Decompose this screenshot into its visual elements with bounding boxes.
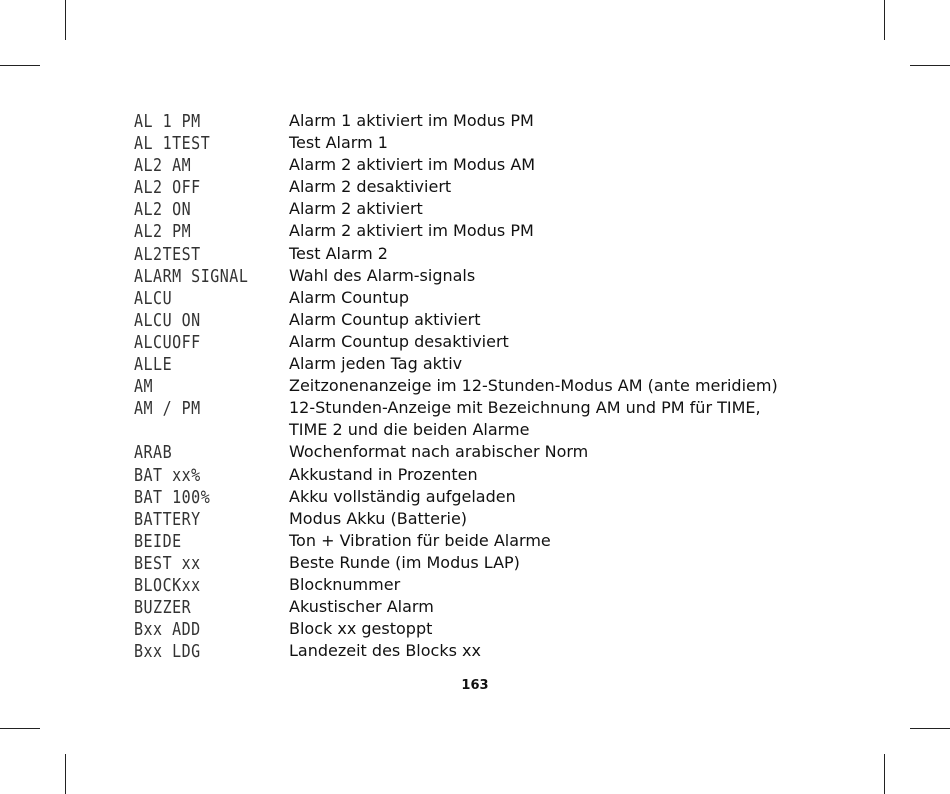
display-code: ARAB	[134, 441, 173, 464]
code-description: Wahl des Alarm-signals	[289, 265, 476, 285]
glossary-entry	[134, 397, 834, 441]
display-code: BLOCKxx	[134, 574, 201, 596]
code-description: Alarm jeden Tag aktiv	[289, 354, 463, 374]
crop-mark-bottom-right-vertical	[884, 754, 885, 794]
crop-mark-top-left-vertical	[65, 0, 66, 40]
glossary-entry	[134, 265, 834, 287]
display-code: Bxx LDG	[134, 640, 201, 663]
code-description: Alarm Countup	[289, 287, 409, 307]
display-code: ALCUOFF	[134, 331, 201, 353]
display-code: AM / PM	[134, 397, 201, 420]
code-description: Alarm 2 aktiviert im Modus PM	[289, 221, 534, 241]
glossary-entry	[134, 530, 834, 552]
display-code: BAT xx%	[134, 463, 201, 486]
crop-mark-bottom-left-horizontal	[0, 728, 40, 729]
code-description: Akustischer Alarm	[289, 597, 434, 617]
display-code: AL2 ON	[134, 198, 192, 221]
display-code: AL2 PM	[134, 220, 192, 243]
code-description: Alarm 2 aktiviert im Modus AM	[289, 155, 536, 175]
glossary-entry	[134, 552, 834, 574]
display-code: ALARM SIGNAL	[134, 264, 249, 287]
crop-mark-top-right-horizontal	[910, 65, 950, 66]
code-description: Wochenformat nach arabischer Norm	[289, 442, 589, 462]
display-code: ALCU ON	[134, 309, 201, 331]
crop-mark-top-right-vertical	[884, 0, 885, 40]
code-description: Alarm 1 aktiviert im Modus PM	[289, 111, 534, 130]
display-code: BUZZER	[134, 596, 192, 618]
glossary-entry	[134, 110, 834, 132]
display-code: Bxx ADD	[134, 618, 201, 640]
code-description: Blocknummer	[289, 574, 401, 594]
glossary-entry	[134, 486, 834, 508]
glossary-entry	[134, 574, 834, 596]
crop-mark-bottom-right-horizontal	[910, 728, 950, 729]
code-description: Test Alarm 2	[289, 243, 388, 263]
code-description: Alarm 2 aktiviert	[289, 199, 423, 219]
code-description: 12-Stunden-Anzeige mit Bezeichnung AM und PM für TIME, TIME 2 und die beiden Alarme	[289, 398, 761, 440]
crop-mark-bottom-left-vertical	[65, 754, 66, 794]
glossary-entry	[134, 220, 834, 242]
display-code: AM	[134, 375, 154, 397]
code-description: Test Alarm 1	[289, 133, 388, 153]
glossary-entry	[134, 287, 834, 309]
display-code: BAT 100%	[134, 485, 211, 508]
code-description: Zeitzonenanzeige im 12-Stunden-Modus AM (ante meridiem)	[289, 376, 778, 396]
code-description: Modus Akku (Batterie)	[289, 508, 468, 528]
glossary-entry	[134, 464, 834, 486]
code-description: Alarm Countup aktiviert	[289, 309, 481, 329]
code-description: Block xx gestoppt	[289, 619, 433, 639]
display-code: ALLE	[134, 353, 173, 375]
code-description: Landezeit des Blocks xx	[289, 641, 481, 661]
page-number: 163	[461, 678, 489, 693]
code-description: Alarm Countup desaktiviert	[289, 331, 509, 351]
display-code: AL2TEST	[134, 242, 201, 265]
display-code: ALCU	[134, 286, 173, 309]
display-code: BEST xx	[134, 552, 201, 574]
display-code: AL 1TEST	[134, 132, 211, 154]
glossary-list	[134, 110, 834, 662]
glossary-entry	[134, 508, 834, 530]
code-description: Akku vollständig aufgeladen	[289, 486, 516, 506]
glossary-entry	[134, 441, 834, 463]
glossary-entry	[134, 243, 834, 265]
crop-mark-top-left-horizontal	[0, 65, 40, 66]
glossary-entry	[134, 309, 834, 331]
glossary-entry	[134, 640, 834, 662]
code-description: Beste Runde (im Modus LAP)	[289, 552, 520, 572]
display-code: AL2 OFF	[134, 176, 201, 199]
display-code: AL2 AM	[134, 154, 192, 176]
glossary-entry	[134, 331, 834, 353]
code-description: Ton + Vibration für beide Alarme	[289, 530, 551, 550]
code-description: Akkustand in Prozenten	[289, 464, 478, 484]
display-code: AL 1 PM	[134, 110, 201, 132]
display-code: BEIDE	[134, 529, 182, 552]
code-description: Alarm 2 desaktiviert	[289, 177, 452, 197]
display-code: BATTERY	[134, 507, 201, 530]
